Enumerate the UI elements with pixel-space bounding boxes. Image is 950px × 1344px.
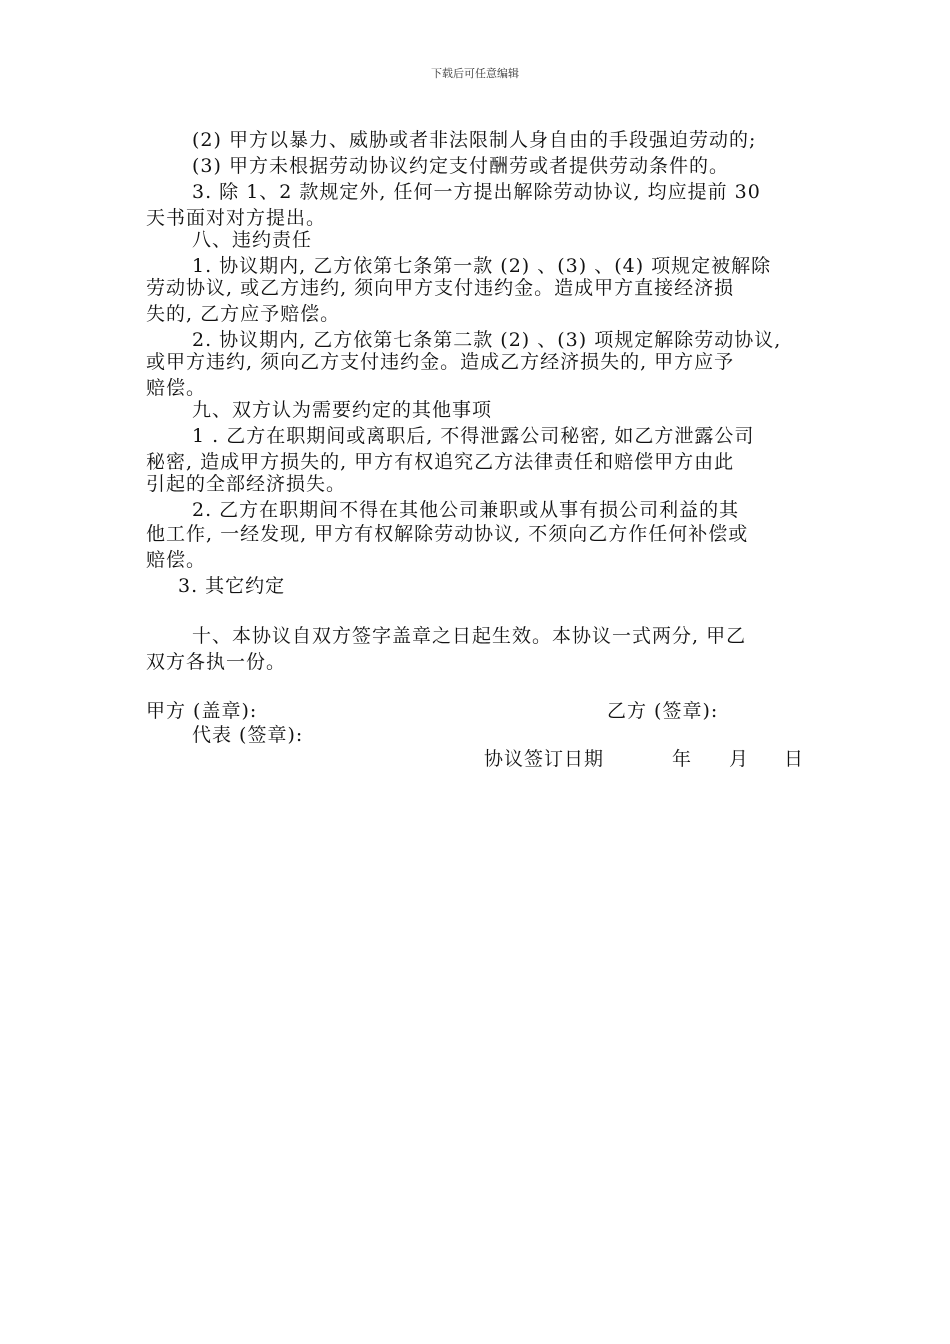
section-10-line-1: 十、本协议自双方签字盖章之日起生效。本协议一式两分, 甲乙 [192, 625, 747, 647]
clause-7-2-item-2: (2) 甲方以暴力、威胁或者非法限制人身自由的手段强迫劳动的; [192, 129, 757, 151]
section-9-heading: 九、双方认为需要约定的其他事项 [192, 399, 493, 421]
clause-7-2-item-3: (3) 甲方未根据劳动协议约定支付酬劳或者提供劳动条件的。 [192, 155, 729, 177]
clause-7-3-line-1: 3. 除 1、2 款规定外, 任何一方提出解除劳动协议, 均应提前 30 [192, 181, 761, 203]
page-header: 下载后可任意编辑 [431, 67, 519, 80]
clause-9-1-line-2: 秘密, 造成甲方损失的, 甲方有权追究乙方法律责任和赔偿甲方由此 [146, 451, 735, 473]
clause-8-1-line-3: 失的, 乙方应予赔偿。 [146, 303, 341, 325]
signing-date-day: 日 [784, 748, 805, 770]
clause-9-3: 3. 其它约定 [178, 575, 286, 597]
party-b-sign-label: 乙方 (签章): [607, 700, 719, 722]
clause-9-1-line-3: 引起的全部经济损失。 [146, 473, 347, 495]
clause-8-2-line-1: 2. 协议期内, 乙方依第七条第二款 (2) 、(3) 项规定解除劳动协议, [192, 329, 782, 351]
clause-9-2-line-2: 他工作, 一经发现, 甲方有权解除劳动协议, 不须向乙方作任何补偿或 [146, 523, 749, 545]
section-10-line-2: 双方各执一份。 [146, 651, 287, 673]
section-8-heading: 八、违约责任 [192, 229, 313, 251]
party-a-seal-label: 甲方 (盖章): [146, 700, 258, 722]
clause-7-3-line-2: 天书面对对方提出。 [146, 207, 327, 229]
clause-8-2-line-3: 赔偿。 [146, 377, 207, 399]
signing-date-label: 协议签订日期 [484, 748, 605, 770]
clause-9-2-line-3: 赔偿。 [146, 549, 207, 571]
clause-9-1-line-1: 1 . 乙方在职期间或离职后, 不得泄露公司秘密, 如乙方泄露公司 [192, 425, 755, 447]
representative-sign-label: 代表 (签章): [192, 724, 304, 746]
clause-9-2-line-1: 2. 乙方在职期间不得在其他公司兼职或从事有损公司利益的其 [192, 499, 740, 521]
clause-8-1-line-2: 劳动协议, 或乙方违约, 须向甲方支付违约金。造成甲方直接经济损 [146, 277, 735, 299]
clause-8-2-line-2: 或甲方违约, 须向乙方支付违约金。造成乙方经济损失的, 甲方应予 [146, 351, 735, 373]
signing-date-month: 月 [729, 748, 750, 770]
clause-8-1-line-1: 1. 协议期内, 乙方依第七条第一款 (2) 、(3) 、(4) 项规定被解除 [192, 255, 772, 277]
signing-date-year: 年 [672, 748, 693, 770]
